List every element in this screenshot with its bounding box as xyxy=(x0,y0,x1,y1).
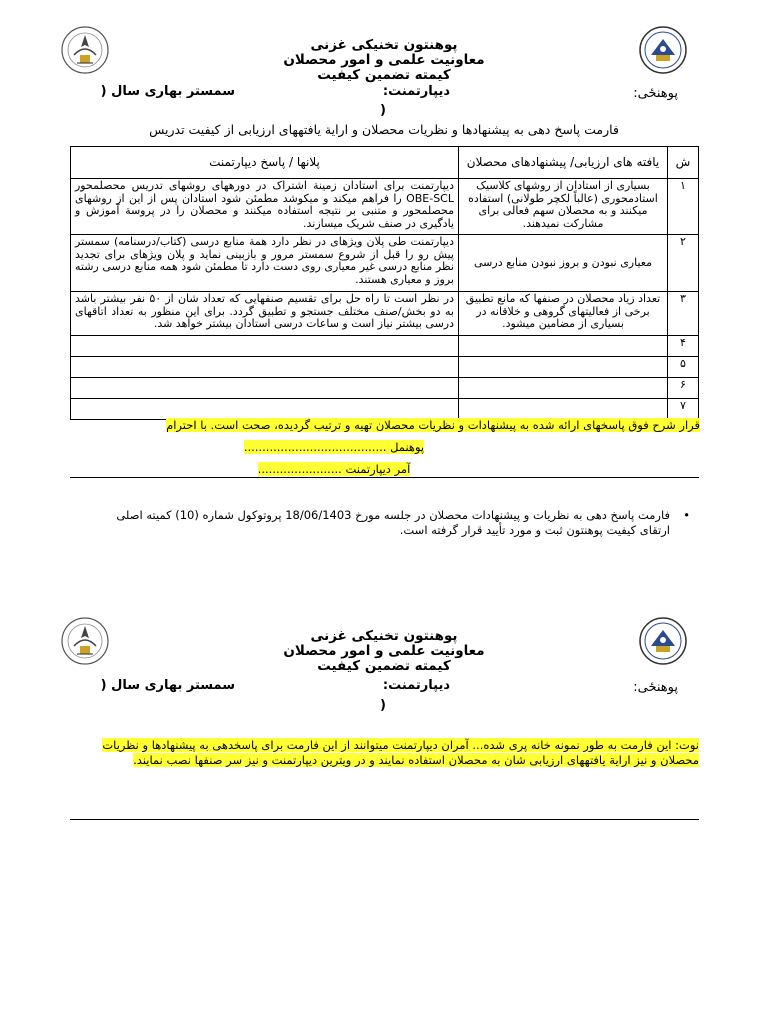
closing-paren-2: ) xyxy=(380,698,386,713)
university-seal-left-2 xyxy=(60,616,110,666)
table-header-row xyxy=(71,147,699,179)
divider xyxy=(70,477,699,478)
semester-label: سمستر بهاری سال ( xyxy=(100,84,235,99)
header-title-block xyxy=(200,38,568,83)
closing-paren: ) xyxy=(380,103,386,118)
table-row: ۳ تعداد زیاد محصلان در صنفها که مانع تطبیق برخی از فعالیتهای گروهی و خلاقانه در بسیاری از مضامین میشود. در نظر است تا راه حل برای تقسیم صنفهایی که تعداد شان از ۵۰ نفر بیشتر باشد به دو بخش/صنف مختلف جستجو و تطبیق گردد. برای این منظور به تعداد اتاقهای درسی بیشتر نیاز است و ساعات درسی استادان بیشتر خواهد شد. xyxy=(71,292,699,336)
form-title: فارمت پاسخ دهی به پیشنهادها و نظریات محصلان و ارایة یافتههای ارزیابی از کیفیت تدریس xyxy=(149,122,619,137)
header-findings: یافته های ارزیابی/ پیشنهادهای محصلان xyxy=(459,147,668,179)
approval-text: قرار شرح فوق پاسخهای ارائه شده به پیشنهادات و نظریات محصلان تهیه و ترتیب گردیده، صحت است. با احترام xyxy=(166,418,700,432)
university-name: پوهنتون تخنیکی غزنی xyxy=(310,37,458,53)
institution-logo-right xyxy=(638,25,688,75)
usage-note-text: نوت: این فارمت به طور نمونه خانه پری شده... آمران دیپارتمنت میتوانند از این فارمت برای پاسخدهی به پیشنهادها و نظریات محصلان و نیز ارایة یافتههای ارزیابی شان به محصلان استفاده نمایند و در ویترین دیپارتمنت و نیز سر صنفها نصب نمایند. xyxy=(102,738,699,767)
table-row: ۶ xyxy=(71,378,699,399)
table-row: ۱ بسیاری از استادان از روشهای کلاسیک استادمحوری (عالباً لکچر طولانی) استفاده میکنند و به محصلان سهم فعالی برای مشارکت نمیدهند. دیپارتمنت برای استادان زمینة اشتراک در دورههای روشهای تدریس محصلمحور OBE-SCL را فراهم میکند و میکوشد مطمئن شود استادان پس از این از روشهای محصلمحور و متنبی بر نتیجه استفاده میکنند و محصلان را در پروسة آموزش و یادگیری در صنف شریک میسازند. xyxy=(71,179,699,235)
table-row: ۵ xyxy=(71,357,699,378)
divider-2 xyxy=(70,819,699,820)
header-num: ش xyxy=(668,147,699,179)
usage-note xyxy=(95,738,699,768)
faculty-label: پوهنځی: xyxy=(633,86,678,101)
department-label-2: دیپارتمنت: xyxy=(382,678,450,693)
bullet-icon: • xyxy=(683,508,690,522)
header-plans: پلانها / پاسخ دیپارتمنت xyxy=(71,147,459,179)
vice-chancellor-office: معاونیت علمی و امور محصلان xyxy=(283,52,485,68)
bullet-note-text: فارمت پاسخ دهی به نظریات و پیشنهادات محصلان در جلسه مورخ 18/06/1403 پروتوکول شماره (10) کمیته اصلی ارتقای کیفیت پوهنتون ثبت و مورد تأیید قرار گرفته است. xyxy=(116,508,670,537)
table-row: ۴ xyxy=(71,336,699,357)
quality-committee: کیمته تضمین کیفیت xyxy=(317,67,451,83)
faculty-label-2: پوهنځی: xyxy=(633,680,678,695)
table-row: ۲ معیاری نبودن و بروز نبودن منابع درسی دیپارتمنت طی پلان ویژهای در نظر دارد همة منابع درسی (کتاب/درسنامه) سمستر پیش رو را قبل از شروع سمستر مرور و بازبینی نماید و پلان ویژهای برای تجدید نظر منابع درسی غیر معیاری روی دست دارد تا مطمئن شود همه منابع درسی رشته بروز و معیاری هستند. xyxy=(71,235,699,292)
approval-statement xyxy=(80,418,700,432)
dean-signature-line: پوهنمل ....................................... xyxy=(243,440,425,454)
department-label: دیپارتمنت: xyxy=(382,84,450,99)
head-signature-line: آمر دیپارتمنت ....................... xyxy=(257,462,411,476)
table-row: ۷ xyxy=(71,399,699,420)
bullet-note xyxy=(100,508,690,538)
institution-logo-right-2 xyxy=(638,616,688,666)
header-title-block-2: پوهنتون تخنیکی غزنی معاونیت علمی و امور محصلان کیمته تضمین کیفیت xyxy=(283,628,485,674)
university-seal-left xyxy=(60,25,110,75)
response-table xyxy=(70,146,699,420)
semester-label-2: سمستر بهاری سال ( xyxy=(100,678,235,693)
